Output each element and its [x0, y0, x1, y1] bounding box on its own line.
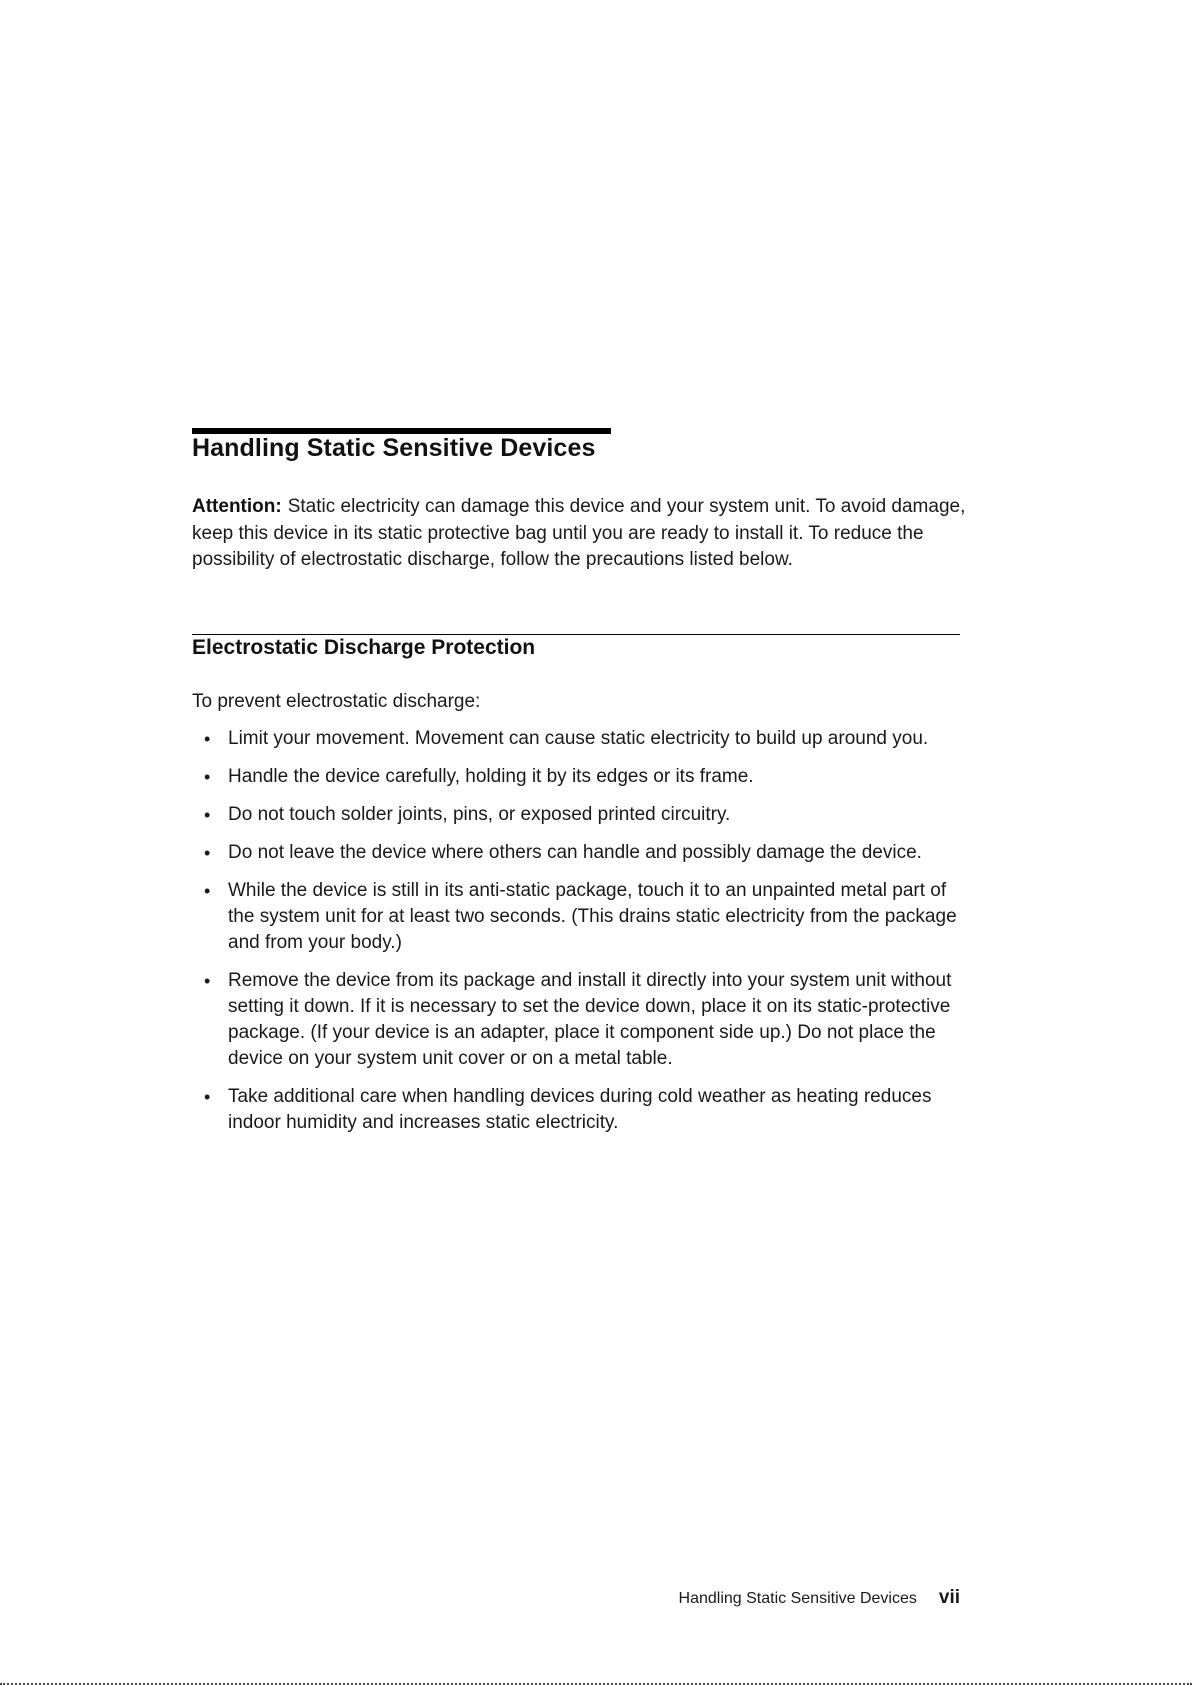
list-item — [192, 802, 958, 828]
attention-label: Attention: — [192, 496, 282, 517]
page-title: Handling Static Sensitive Devices — [192, 434, 596, 462]
list-item — [192, 840, 958, 866]
section-title: Electrostatic Discharge Protection — [192, 636, 536, 659]
page-footer — [679, 1587, 960, 1609]
list-item-text: Remove the device from its package and install it directly into your system unit without setting it down. If it is necessary to set the device down, place it on its static-protective package. (If your device is an adapter, place it component side up.) Do not place the device on your system unit cover or on a metal table. — [228, 970, 952, 1069]
list-item-text: Handle the device carefully, holding it by its edges or its frame. — [228, 766, 754, 787]
list-item — [192, 1084, 958, 1136]
list-item — [192, 726, 958, 752]
attention-text: Static electricity can damage this device and your system unit. To avoid damage, keep this device in its static protective bag until you are ready to install it. To reduce the possibility of electrostatic discharge, follow the precautions listed below. — [192, 496, 966, 570]
section-intro: To prevent electrostatic discharge: — [192, 691, 481, 712]
bullet-icon: • — [204, 1087, 211, 1107]
list-item — [192, 968, 958, 1072]
bullet-icon: • — [204, 805, 211, 825]
list-item — [192, 878, 958, 956]
list-item-text: Do not touch solder joints, pins, or exposed printed circuitry. — [228, 804, 731, 825]
list-item-text: Take additional care when handling devices during cold weather as heating reduces indoor humidity and increases static electricity. — [228, 1086, 932, 1133]
bullet-icon: • — [204, 767, 211, 787]
list-item-text: Limit your movement. Movement can cause static electricity to build up around you. — [228, 728, 929, 749]
list-item-text: While the device is still in its anti-static package, touch it to an unpainted metal part of the system unit for at least two seconds. (This drains static electricity from the package and from your body.) — [228, 880, 957, 953]
list-item-text: Do not leave the device where others can handle and possibly damage the device. — [228, 842, 922, 863]
attention-paragraph — [192, 494, 967, 574]
bullet-icon: • — [204, 843, 211, 863]
bullet-icon: • — [204, 729, 211, 749]
list-item — [192, 764, 958, 790]
page-number: vii — [938, 1587, 960, 1608]
section-rule — [192, 634, 960, 635]
bullet-icon: • — [204, 881, 211, 901]
bullet-icon: • — [204, 971, 211, 991]
precautions-list — [192, 726, 960, 1148]
footer-running-title: Handling Static Sensitive Devices — [678, 1590, 917, 1607]
